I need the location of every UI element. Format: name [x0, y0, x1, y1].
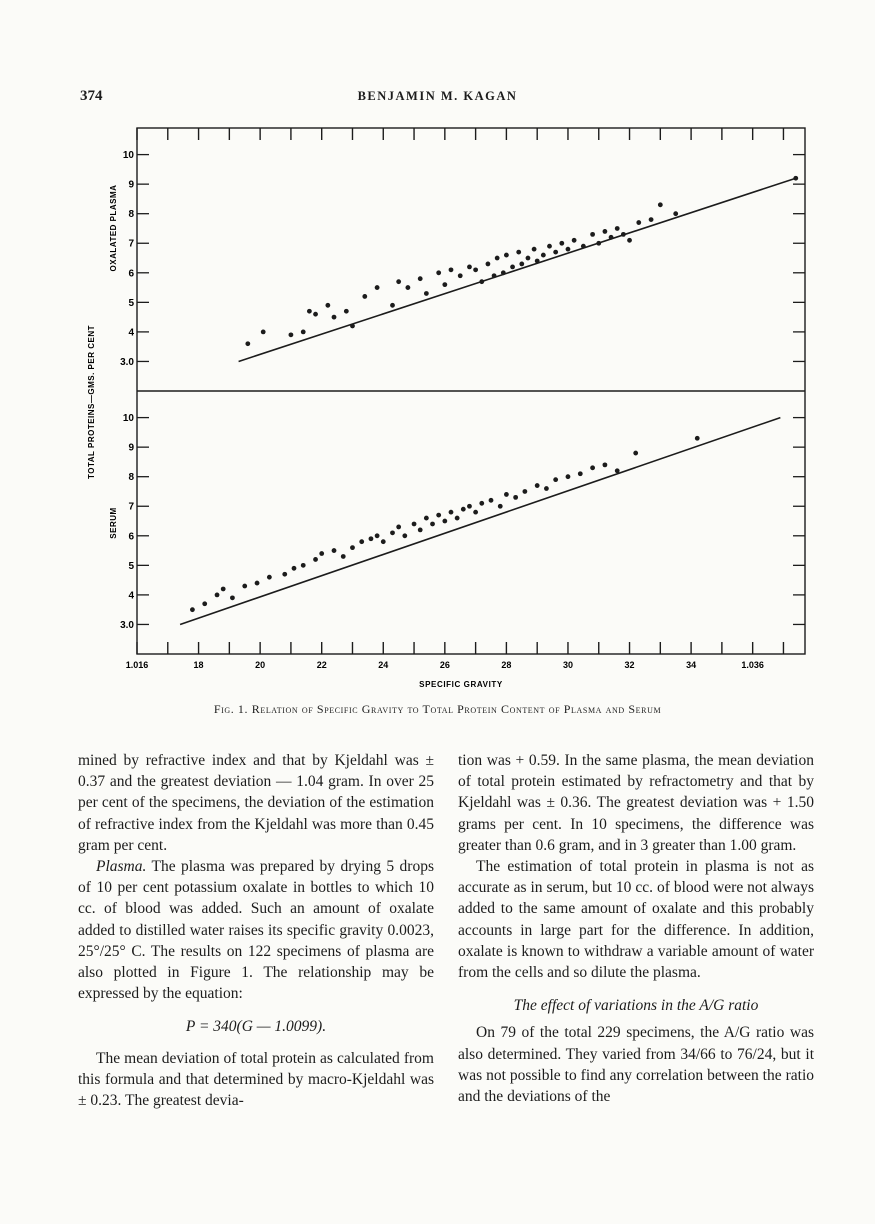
- serum-data-point: [436, 513, 441, 518]
- paragraph: The mean deviation of total protein as calculated from this formula and that determined by macro-Kjeldahl was ± 0.23. The greatest devia-: [78, 1049, 434, 1110]
- plasma-data-point: [541, 253, 546, 258]
- chart-frame: [137, 128, 805, 654]
- plasma-data-point: [344, 309, 349, 314]
- y-tick-label: 4: [128, 327, 134, 339]
- plasma-data-point: [596, 241, 601, 246]
- plasma-data-point: [436, 270, 441, 275]
- serum-data-point: [301, 563, 306, 568]
- plasma-panel: [239, 176, 799, 362]
- x-tick-label: 1.036: [741, 660, 764, 670]
- serum-data-point: [695, 436, 700, 441]
- serum-data-point: [522, 489, 527, 494]
- serum-data-point: [578, 471, 583, 476]
- y-tick-label: 5: [128, 297, 134, 309]
- plasma-data-point: [313, 312, 318, 317]
- plasma-data-point: [547, 244, 552, 249]
- plasma-data-point: [516, 250, 521, 255]
- plasma-data-point: [532, 247, 537, 252]
- plasma-data-point: [405, 285, 410, 290]
- plasma-data-point: [486, 262, 491, 267]
- plasma-data-point: [332, 315, 337, 320]
- serum-data-point: [590, 465, 595, 470]
- plasma-data-point: [658, 202, 663, 207]
- plasma-data-point: [261, 329, 266, 334]
- running-head: BENJAMIN M. KAGAN: [357, 89, 518, 103]
- plasma-regression-line: [239, 178, 796, 361]
- equation: P = 340(G — 1.0099).: [185, 1018, 327, 1036]
- serum-data-point: [402, 533, 407, 538]
- serum-data-point: [255, 581, 260, 586]
- page-number: 374: [80, 88, 103, 104]
- plasma-data-point: [289, 332, 294, 337]
- plasma-data-point: [535, 259, 540, 264]
- serum-data-point: [615, 468, 620, 473]
- plasma-data-point: [559, 241, 564, 246]
- plasma-data-point: [627, 238, 632, 243]
- plasma-data-point: [458, 273, 463, 278]
- paragraph-text: The plasma was prepared by drying 5 drops of 10 per cent potassium oxalate in bottles to which 10 cc. of blood was added. Such an amount of oxalate added to distilled water raises its specific gravity 0.0023, 25°/25° C. The results on 122 specimens of plasma are also plotted in Figure 1. The relationship may be expressed by the equation:: [78, 858, 434, 1003]
- y-tick-label: 8: [128, 209, 134, 221]
- serum-data-point: [267, 575, 272, 580]
- x-tick-label: 34: [686, 660, 697, 670]
- serum-data-point: [498, 504, 503, 509]
- paragraph: mined by refractive index and that by Kjeldahl was ± 0.37 and the greatest deviation — 1.04 gram. In over 25 per cent of the specimens, the deviation of the estimation of refractive index from the Kjeldahl was more than 0.45 gram per cent.: [78, 752, 434, 854]
- plasma-data-point: [603, 229, 608, 234]
- plasma-data-point: [566, 247, 571, 252]
- serum-data-point: [396, 525, 401, 530]
- plasma-data-point: [375, 285, 380, 290]
- x-tick-label: 22: [316, 660, 327, 670]
- plasma-data-point: [396, 279, 401, 284]
- serum-data-point: [381, 539, 386, 544]
- plasma-data-point: [581, 244, 586, 249]
- plasma-data-point: [245, 341, 250, 346]
- y-tick-labels: [120, 150, 134, 631]
- upper-panel-label: OXALATED PLASMA: [109, 184, 118, 272]
- plasma-data-point: [649, 217, 654, 222]
- serum-data-point: [242, 584, 247, 589]
- lower-panel-label: SERUM: [109, 507, 118, 539]
- serum-data-point: [412, 522, 417, 527]
- serum-data-point: [603, 462, 608, 467]
- serum-data-point: [341, 554, 346, 559]
- y-tick-label: 7: [128, 238, 134, 250]
- plasma-data-point: [301, 329, 306, 334]
- plasma-data-point: [636, 220, 641, 225]
- x-tick-label: 28: [501, 660, 512, 670]
- plasma-data-point: [501, 270, 506, 275]
- serum-data-point: [513, 495, 518, 500]
- paragraph: On 79 of the total 229 specimens, the A/G ratio was also determined. They varied from 34/66 to 76/24, but it was not possible to find any correlation between the ratio and the deviations of the: [458, 1024, 814, 1106]
- plasma-data-point: [504, 253, 509, 258]
- x-tick-label: 18: [193, 660, 204, 670]
- serum-data-point: [221, 587, 226, 592]
- plasma-data-point: [350, 324, 355, 329]
- left-column: [78, 750, 434, 1111]
- serum-data-point: [633, 451, 638, 456]
- serum-data-point: [535, 483, 540, 488]
- serum-data-point: [544, 486, 549, 491]
- x-tick-labels: [126, 660, 764, 670]
- plasma-data-point: [473, 267, 478, 272]
- run-in-heading: Plasma.: [96, 858, 147, 876]
- plasma-data-point: [307, 309, 312, 314]
- y-tick-label: 7: [128, 501, 134, 513]
- plasma-data-point: [362, 294, 367, 299]
- y-tick-label: 5: [128, 560, 134, 572]
- plasma-data-point: [572, 238, 577, 243]
- x-axis-label: SPECIFIC GRAVITY: [419, 680, 503, 689]
- plasma-data-point: [526, 256, 531, 261]
- serum-data-point: [418, 527, 423, 532]
- serum-data-point: [430, 522, 435, 527]
- plasma-data-point: [510, 264, 515, 269]
- paragraph: [78, 856, 434, 1004]
- paragraph: tion was + 0.59. In the same plasma, the mean deviation of total protein estimated by refractometry and that by Kjeldahl was ± 0.36. The greatest deviation was + 1.50 grams per cent. In 10 specimens, the difference was greater than 0.6 gram, and in 3 greater than 1.00 gram.: [458, 752, 814, 854]
- x-tick-label: 32: [624, 660, 635, 670]
- paragraph: The estimation of total protein in plasma is not as accurate as in serum, but 10 cc. of blood were not always added to the same amount of oxalate and this probably accounts in large part for the difference. In addition, oxalate is known to withdraw a variable amount of water from the cells and so dilute the plasma.: [458, 858, 814, 982]
- plasma-data-point: [479, 279, 484, 284]
- serum-data-point: [313, 557, 318, 562]
- plasma-data-point: [609, 235, 614, 240]
- plasma-data-point: [418, 276, 423, 281]
- serum-data-point: [455, 516, 460, 521]
- serum-data-point: [424, 516, 429, 521]
- serum-data-point: [190, 607, 195, 612]
- plasma-data-point: [424, 291, 429, 296]
- x-tick-label: 26: [439, 660, 450, 670]
- serum-data-point: [292, 566, 297, 571]
- plasma-data-point: [467, 264, 472, 269]
- serum-data-point: [553, 477, 558, 482]
- serum-data-point: [390, 530, 395, 535]
- serum-data-point: [375, 533, 380, 538]
- y-tick-label: 6: [128, 531, 134, 543]
- y-tick-label: 10: [122, 413, 134, 425]
- serum-data-point: [359, 539, 364, 544]
- y-tick-label: 9: [128, 179, 134, 191]
- plasma-data-point: [590, 232, 595, 237]
- y-tick-label: 9: [128, 442, 134, 454]
- serum-panel: [180, 418, 780, 625]
- serum-data-point: [442, 519, 447, 524]
- serum-data-point: [369, 536, 374, 541]
- plasma-data-point: [553, 250, 558, 255]
- section-title: The effect of variations in the A/G ratio: [513, 997, 759, 1015]
- serum-data-point: [230, 595, 235, 600]
- x-tick-label: 1.016: [125, 660, 149, 670]
- serum-data-point: [461, 507, 466, 512]
- serum-data-point: [473, 510, 478, 515]
- serum-data-point: [504, 492, 509, 497]
- x-tick-label: 24: [378, 660, 389, 670]
- serum-data-point: [467, 504, 472, 509]
- y-tick-label: 4: [128, 590, 134, 602]
- figure-caption: Fig. 1. Relation of Specific Gravity to Total Protein Content of Plasma and Serum: [213, 702, 662, 716]
- serum-regression-line: [180, 418, 780, 625]
- serum-data-point: [332, 548, 337, 553]
- serum-data-point: [319, 551, 324, 556]
- plasma-data-point: [325, 303, 330, 308]
- plasma-data-point: [495, 256, 500, 261]
- plasma-data-point: [449, 267, 454, 272]
- x-tick-label: 20: [255, 660, 266, 670]
- y-tick-label: 10: [122, 150, 134, 162]
- plasma-data-point: [673, 211, 678, 216]
- serum-data-point: [566, 474, 571, 479]
- plasma-data-point: [390, 303, 395, 308]
- y-tick-label: 8: [128, 472, 134, 484]
- plasma-data-point: [442, 282, 447, 287]
- plasma-data-point: [621, 232, 626, 237]
- plasma-data-point: [492, 273, 497, 278]
- serum-data-point: [215, 592, 220, 597]
- right-column: [458, 750, 814, 1107]
- y-tick-label: 6: [128, 268, 134, 280]
- serum-data-point: [489, 498, 494, 503]
- y-tick-label: 3.0: [120, 356, 134, 368]
- plasma-data-point: [615, 226, 620, 231]
- y-tick-label: 3.0: [120, 619, 134, 631]
- serum-data-point: [449, 510, 454, 515]
- x-tick-label: 30: [562, 660, 573, 670]
- plasma-data-point: [519, 262, 524, 267]
- serum-data-point: [479, 501, 484, 506]
- serum-data-point: [282, 572, 287, 577]
- serum-data-point: [350, 545, 355, 550]
- plasma-data-point: [793, 176, 798, 181]
- serum-data-point: [202, 601, 207, 606]
- y-axis-label: TOTAL PROTEINS—GMS. PER CENT: [87, 324, 96, 480]
